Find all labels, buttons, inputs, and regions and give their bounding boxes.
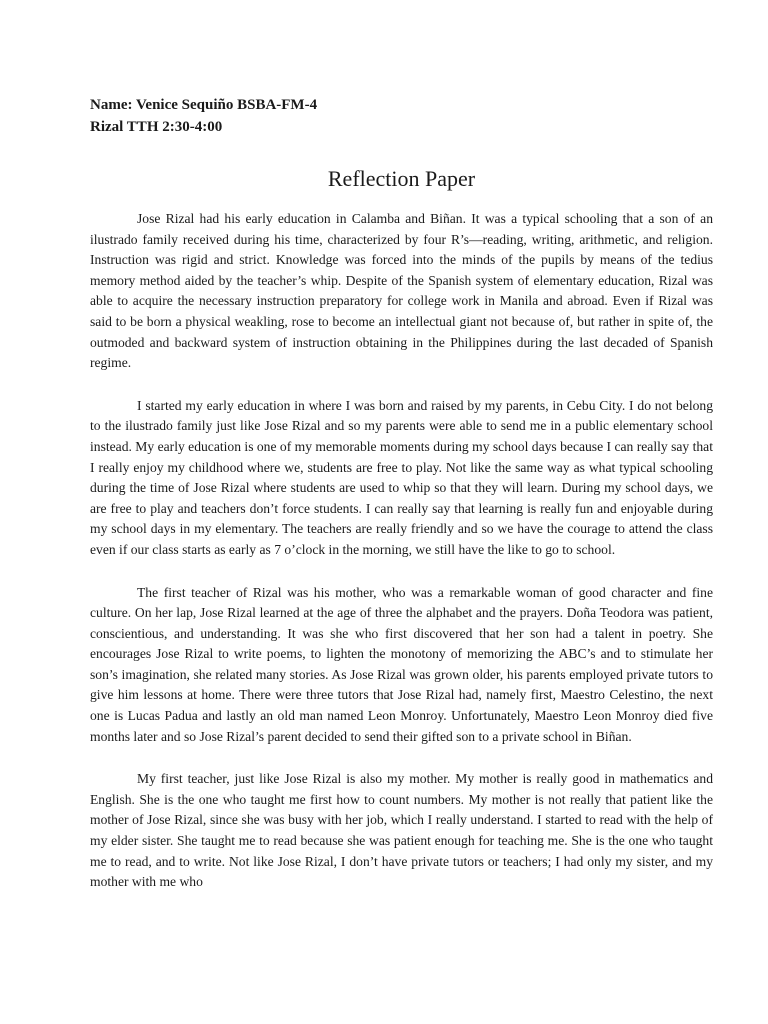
paragraph: The first teacher of Rizal was his mother, who was a remarkable woman of good character and fine culture. On her lap, Jose Rizal learned at the age of three the alphabet and the prayers. Doña Teodora was patient, conscientious, and understanding. It was she who first discovered that her son had a talent in poetry. She encourages Jose Rizal to write poems, to lighten the monotony of memorizing the ABC’s and to stimulate her son’s imagination, she related many stories. As Jose Rizal was grown older, his parents employed private tutors to give him lessons at home. There were three tutors that Jose Rizal had, namely first, Maestro Celestino, the next one is Lucas Padua and lastly an old man named Leon Monroy. Unfortunately, Maestro Leon Monroy died five months later and so Jose Rizal’s parent decided to send their gifted son to a private school in Biñan. [90, 584, 713, 744]
paragraph: My first teacher, just like Jose Rizal is also my mother. My mother is really good in mathematics and English. She is the one who taught me first how to count numbers. My mother is not really that patient like the mother of Jose Rizal, since she was busy with her job, which I really understand. I started to read with the help of my elder sister. She taught me to read because she was patient enough for teaching me. She is the one who taught me to read, and to write. Not like Jose Rizal, I don’t have private tutors or teachers; I had only my sister, and my mother with me who [90, 771, 713, 890]
document-body [90, 209, 713, 893]
class-schedule-line: Rizal TTH 2:30-4:00 [90, 119, 223, 135]
student-name-line: Name: Venice Sequiño BSBA-FM-4 [90, 97, 318, 113]
paragraph: Jose Rizal had his early education in Calamba and Biñan. It was a typical schooling that a son of an ilustrado family received during his time, characterized by four R’s—reading, writing, arithmetic, and religion. Instruction was rigid and strict. Knowledge was forced into the minds of the pupils by means of the tedius memory method aided by the teacher’s whip. Despite of the Spanish system of elementary education, Rizal was able to acquire the necessary instruction preparatory for college work in Manila and abroad. Even if Rizal was said to be born a physical weakling, rose to become an intellectual giant not because of, but rather in spite of, the outmoded and backward system of instruction obtaining in the Philippines during the last decaded of Spanish regime. [90, 211, 713, 371]
paragraph: I started my early education in where I was born and raised by my parents, in Cebu City. I do not belong to the ilustrado family just like Jose Rizal and so my parents were able to send me in a public elementary school instead. My early education is one of my memorable moments during my school days because I can really say that I really enjoy my childhood where we, students are free to play. Not like the same way as what typical schooling during the time of Jose Rizal where students are used to whip so that they will learn. During my school days, we are free to play and teachers don’t force students. I can really say that learning is really fun and enjoyable during my school days in my elementary. The teachers are really friendly and so we have the courage to attend the class even if our class starts as early as 7 o’clock in the morning, we still have the like to go to school. [90, 397, 713, 557]
document-title: Reflection Paper [327, 166, 476, 191]
